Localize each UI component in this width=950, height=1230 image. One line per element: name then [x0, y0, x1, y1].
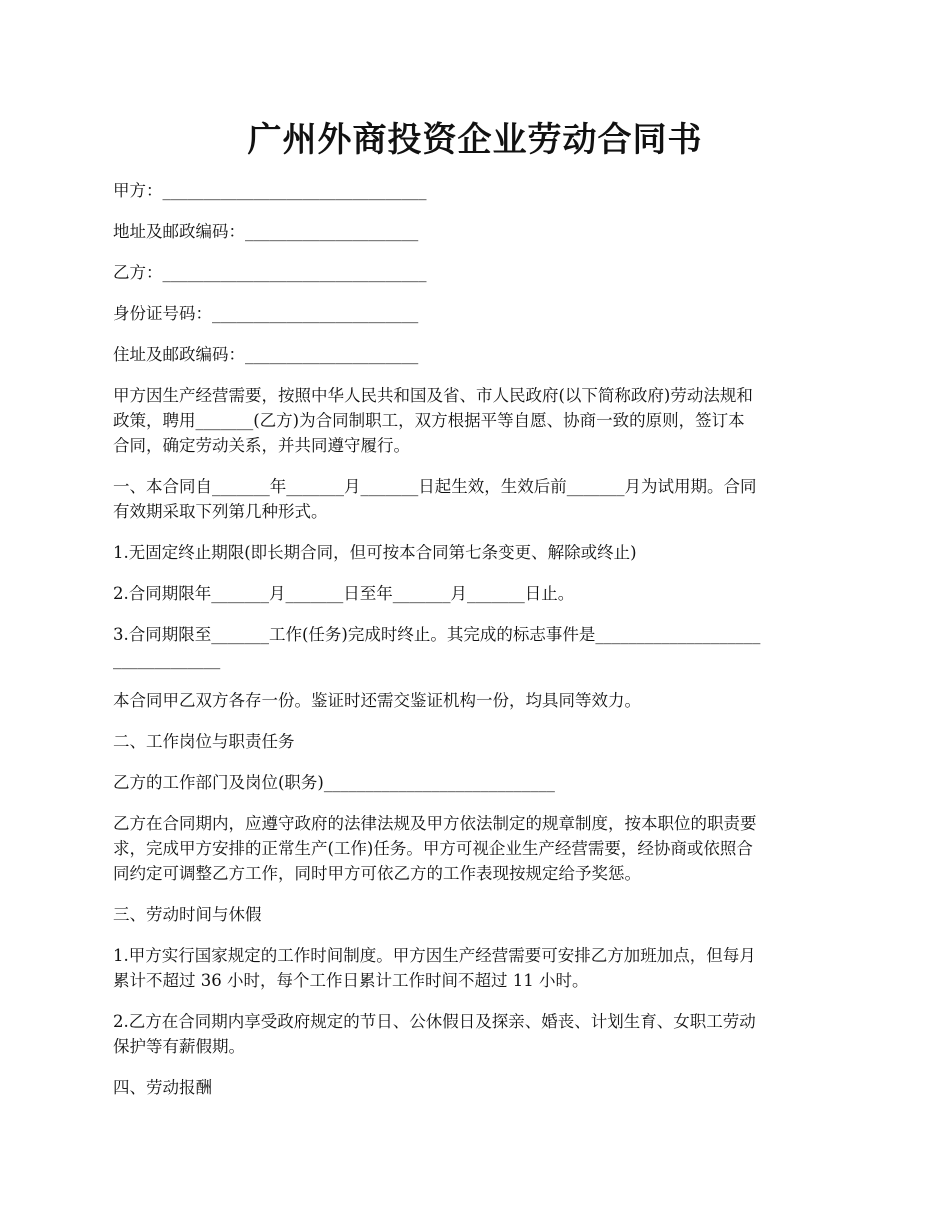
section-1-line: 一、本合同自_______年_______月_______日起生效，生效后前_______月为试用期。合同	[113, 477, 757, 496]
section-3-heading: 三、劳动时间与休假	[113, 905, 262, 924]
hours-line: 1.甲方实行国家规定的工作时间制度。甲方因生产经营需要可安排乙方加班加点，但每月	[113, 946, 756, 965]
term-3-line: 3.合同期限至_______工作(任务)完成时终止。其完成的标志事件是____________________	[113, 625, 761, 644]
leave-line: 保护等有薪假期。	[113, 1037, 245, 1056]
duty-line: 同约定可调整乙方工作，同时甲方可依乙方的工作表现按规定给予奖惩。	[113, 864, 641, 883]
work-dept-field: 乙方的工作部门及岗位(职务)____________________________	[113, 773, 555, 792]
hours-line: 累计不超过 36 小时，每个工作日累计工作时间不超过 11 小时。	[113, 971, 589, 990]
term-1-paragraph: 1.无固定终止期限(即长期合同，但可按本合同第七条变更、解除或终止)	[113, 543, 637, 562]
address-b-field: 住址及邮政编码：_____________________	[113, 345, 419, 364]
section-1-line: 有效期采取下列第几种形式。	[113, 502, 328, 521]
document-title: 广州外商投资企业劳动合同书	[247, 120, 703, 160]
duty-line: 乙方在合同期内，应遵守政府的法律法规及甲方依法制定的规章制度，按本职位的职责要	[113, 814, 757, 833]
party-a-field: 甲方：________________________________	[113, 181, 427, 200]
hours-paragraph	[113, 943, 839, 993]
intro-line: 政策，聘用_______(乙方)为合同制职工，双方根据平等自愿、协商一致的原则，签订本	[113, 411, 745, 430]
leave-line: 2.乙方在合同期内享受政府规定的节日、公休假日及探亲、婚丧、计划生育、女职工劳动	[113, 1012, 756, 1031]
section-1-paragraph	[113, 474, 839, 524]
section-2-heading: 二、工作岗位与职责任务	[113, 732, 295, 751]
intro-line: 甲方因生产经营需要，按照中华人民共和国及省、市人民政府(以下简称政府)劳动法规和	[113, 386, 753, 405]
address-a-field: 地址及邮政编码：_____________________	[113, 222, 419, 241]
section-4-heading: 四、劳动报酬	[113, 1078, 212, 1097]
term-2-paragraph: 2.合同期限年_______月_______日至年_______月_______日止。	[113, 584, 575, 603]
term-3-line: _____________	[113, 650, 221, 669]
duty-line: 求，完成甲方安排的正常生产(工作)任务。甲方可视企业生产经营需要，经协商或依照合	[113, 839, 753, 858]
intro-paragraph	[113, 383, 839, 458]
term-3-paragraph	[113, 622, 839, 672]
leave-paragraph	[113, 1009, 839, 1059]
copies-paragraph: 本合同甲乙双方各存一份。鉴证时还需交鉴证机构一份，均具同等效力。	[113, 691, 641, 710]
document-body	[113, 178, 839, 1116]
intro-line: 合同，确定劳动关系，并共同遵守履行。	[113, 436, 410, 455]
party-b-field: 乙方：________________________________	[113, 263, 427, 282]
duty-paragraph	[113, 811, 839, 886]
id-number-field: 身份证号码：_________________________	[113, 304, 419, 323]
